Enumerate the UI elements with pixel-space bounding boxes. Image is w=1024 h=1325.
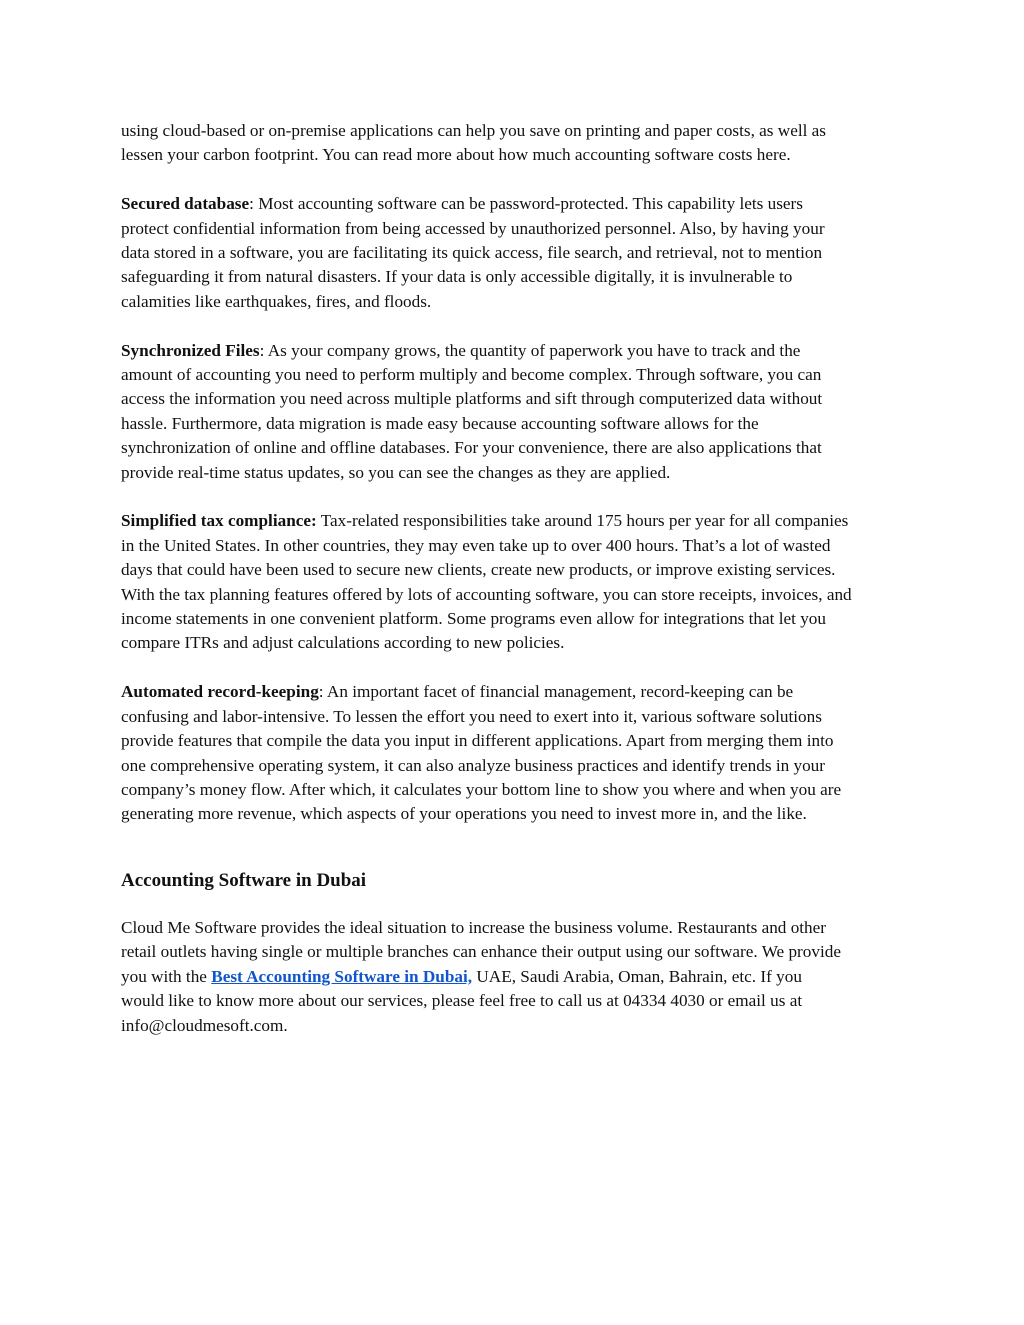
text-line: With the tax planning features offered by lots of accounting software, you can store receipts, invoices, and [121,584,852,604]
text-line: provide features that compile the data you input in different applications. Apart from merging them into [121,731,834,751]
text-line: hassle. Furthermore, data migration is made easy because accounting software allows for the [121,413,759,433]
text-line: compare ITRs and adjust calculations according to new policies. [121,633,565,653]
text-line: As your company grows, the quantity of paperwork you have to track and the [264,340,801,360]
text-line: income statements in one convenient platform. Some programs even allow for integrations that let you [121,609,826,629]
text-line: confusing and labor-intensive. To lessen the effort you need to exert into it, various software solutions [121,706,822,726]
section-secured-database: Secured database: Most accounting software can be password-protected. This capability lets users protect confidential information from being accessed by unauthorized personnel. Also, by having your data stored in a software, you are facilitating its quick access, file search, and retrieval, not to mention safeguarding it from natural disasters. If your data is only accessible digitally, it is invulnerable to calamities like earthquakes, fires, and floods. [121,192,911,314]
best-accounting-software-link[interactable]: Best Accounting Software in Dubai, [211,966,473,986]
intro-paragraph [121,119,911,168]
email-text: info@cloudmesoft.com. [121,1015,288,1035]
text-line: amount of accounting you need to perform multiply and become complex. Through software, you can [121,365,822,385]
text-line: Most accounting software can be password-protected. This capability lets users [253,194,803,214]
text-line: synchronization of online and offline databases. For your convenience, there are also applications that [121,438,822,458]
text-line: data stored in a software, you are facilitating its quick access, file search, and retrieval, not to mention [121,243,823,263]
text-line: lessen your carbon footprint. You can read more about how much accounting software costs here. [121,145,791,165]
text-line: calamities like earthquakes, fires, and floods. [121,291,432,311]
text-line: retail outlets having single or multiple branches can enhance their output using our software. We provide [121,942,841,962]
document-body [121,119,911,851]
section-heading: Accounting Software in Dubai [121,870,367,891]
text-line: UAE, Saudi Arabia, Oman, Bahrain, etc. If you [472,966,802,986]
section-term: Automated record-keeping [121,682,319,702]
section-simplified-tax-compliance [121,509,911,655]
section-term: Secured database [121,194,250,214]
text-line: using cloud-based or on-premise applications can help you save on printing and paper costs, as well as [121,121,826,140]
text-line: An important facet of financial management, record-keeping can be [323,682,794,702]
text-line: days that could have been used to secure new clients, create new products, or improve existing services. [121,560,836,580]
text-line: company’s money flow. After which, it calculates your bottom line to show you where and when you are [121,779,842,799]
closing-section [121,916,921,1038]
text-line: protect confidential information from being accessed by unauthorized personnel. Also, by having your [121,218,825,238]
section-synchronized-files: Synchronized Files: As your company grows, the quantity of paperwork you have to track and the amount of accounting you need to perform multiply and become complex. Through software, you can access the information you need across multiple platforms and sift through computerized data without hassle. Furthermore, data migration is made easy because accounting software allows for the synchronization of online and offline databases. For your convenience, there are also applications that provide real-time status updates, so you can see the changes as they are applied. [121,339,911,485]
text-line: safeguarding it from natural disasters. If your data is only accessible digitally, it is invulnerable to [121,267,793,287]
section-term: Synchronized Files [121,340,260,360]
text-line: access the information you need across multiple platforms and sift through computerized data without [121,389,823,409]
text-line: Cloud Me Software provides the ideal situation to increase the business volume. Restaurants and other [121,918,827,937]
text-line: you with the [121,966,212,986]
text-line: in the United States. In other countries, they may even take up to over 400 hours. That’s a lot of wasted [121,535,831,555]
section-term: Simplified tax compliance: [121,511,317,531]
closing-paragraph [121,916,921,1038]
text-line: would like to know more about our services, please feel free to call us at 04334 4030 or email us at [121,991,803,1011]
text-line: one comprehensive operating system, it can also analyze business practices and identify trends in your [121,755,825,775]
text-line: provide real-time status updates, so you can see the changes as they are applied. [121,462,671,482]
section-automated-record-keeping: Automated record-keeping: An important facet of financial management, record-keeping can be confusing and labor-intensive. To lessen the effort you need to exert into it, various software solutions provide features that compile the data you input in different applications. Apart from merging them into one comprehensive operating system, it can also analyze business practices and identify trends in your company’s money flow. After which, it calculates your bottom line to show you where and when you are generating more revenue, which aspects of your operations you need to invest more in, and the like. [121,680,911,826]
text-line: generating more revenue, which aspects of your operations you need to invest more in, and the like. [121,804,807,824]
text-line: Tax-related responsibilities take around 175 hours per year for all companies [316,511,849,531]
